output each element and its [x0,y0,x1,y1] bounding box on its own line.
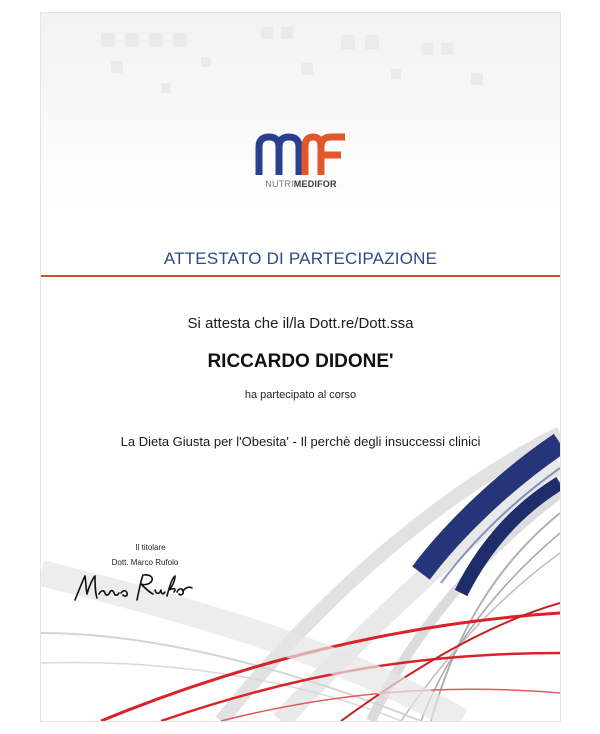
title-divider [41,275,560,277]
handwritten-signature [71,570,196,604]
signatory-name: Dott. Marco Rufolo [111,558,179,567]
mmf-logo-mark [255,131,347,177]
nutrimedifor-logo [246,131,356,211]
participation-line: ha partecipato al corso [244,389,357,401]
course-title: La Dieta Giusta per l'Obesita' - Il perchè degli insuccessi clinici [120,434,481,449]
certificate-page [40,12,561,722]
certificate-title: ATTESTATO DI PARTECIPAZIONE [163,249,438,268]
attest-line: Si attesta che il/la Dott.re/Dott.ssa [187,315,414,332]
recipient-name: RICCARDO DIDONE' [207,351,394,372]
signatory-role: Il titolare [135,543,166,552]
logo-wordmark: NUTRIMEDIFOR [265,179,337,189]
